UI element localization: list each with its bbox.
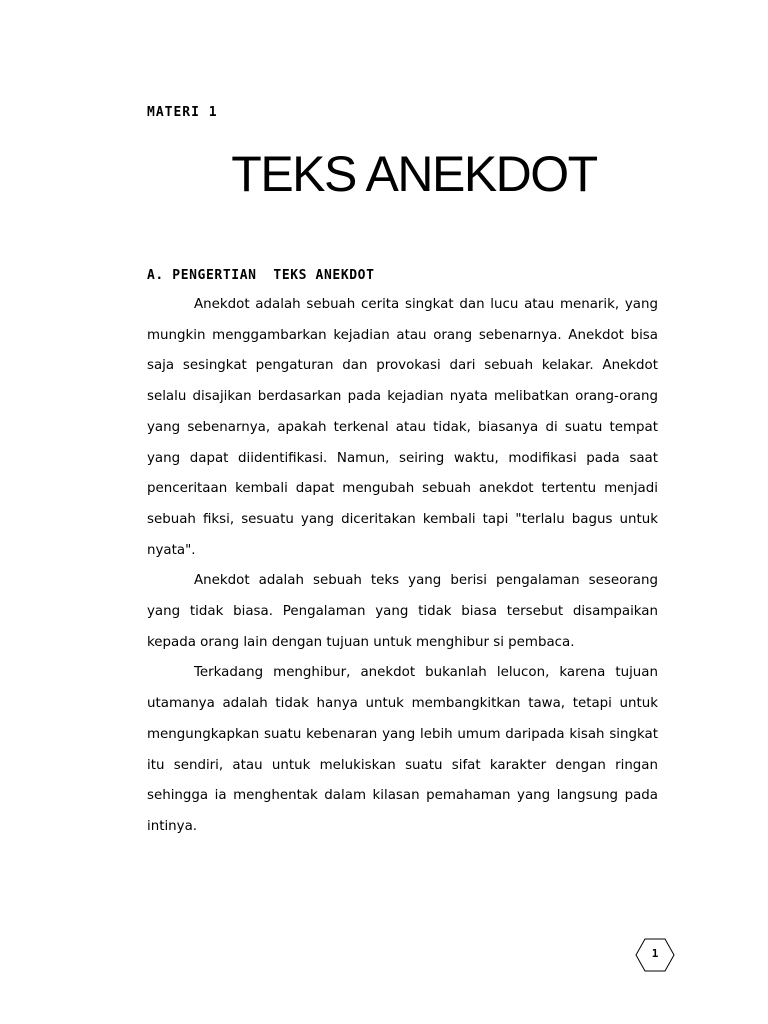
paragraph-3: Terkadang menghibur, anekdot bukanlah lelucon, karena tujuan utamanya adalah tidak hanya untuk membangkitkan tawa, tetapi untuk mengungkapkan suatu kebenaran yang lebih umum daripada kisah singkat itu sendiri, atau untuk melukiskan suatu sifat karakter dengan ringan sehingga ia menghentak dalam kilasan pemahaman yang langsung pada intinya.	[147, 665, 658, 834]
page-title: TEKS ANEKDOT	[231, 146, 597, 202]
materi-label: MATERI 1	[147, 105, 218, 120]
section-body	[147, 290, 658, 843]
page-number: 1	[651, 947, 659, 960]
paragraph-2: Anekdot adalah sebuah teks yang berisi pengalaman seseorang yang tidak biasa. Pengalaman yang tidak biasa tersebut disampaikan kepada orang lain dengan tujuan untuk menghibur si pembaca.	[147, 573, 658, 650]
paragraph-1: Anekdot adalah sebuah cerita singkat dan lucu atau menarik, yang mungkin menggambarkan kejadian atau orang sebenarnya. Anekdot bisa saja sesingkat pengaturan dan provokasi dari sebuah kelakar. Anekdot selalu disajikan berdasarkan pada kejadian nyata melibatkan orang-orang yang sebenarnya, apakah terkenal atau tidak, biasanya di suatu tempat yang dapat diidentifikasi. Namun, seiring waktu, modifikasi pada saat penceritaan kembali dapat mengubah sebuah anekdot tertentu menjadi sebuah fiksi, sesuatu yang diceritakan kembali tapi "terlalu bagus untuk nyata".	[147, 297, 658, 558]
section-heading: A. PENGERTIAN TEKS ANEKDOT	[147, 268, 375, 283]
page-number-badge	[635, 938, 675, 972]
